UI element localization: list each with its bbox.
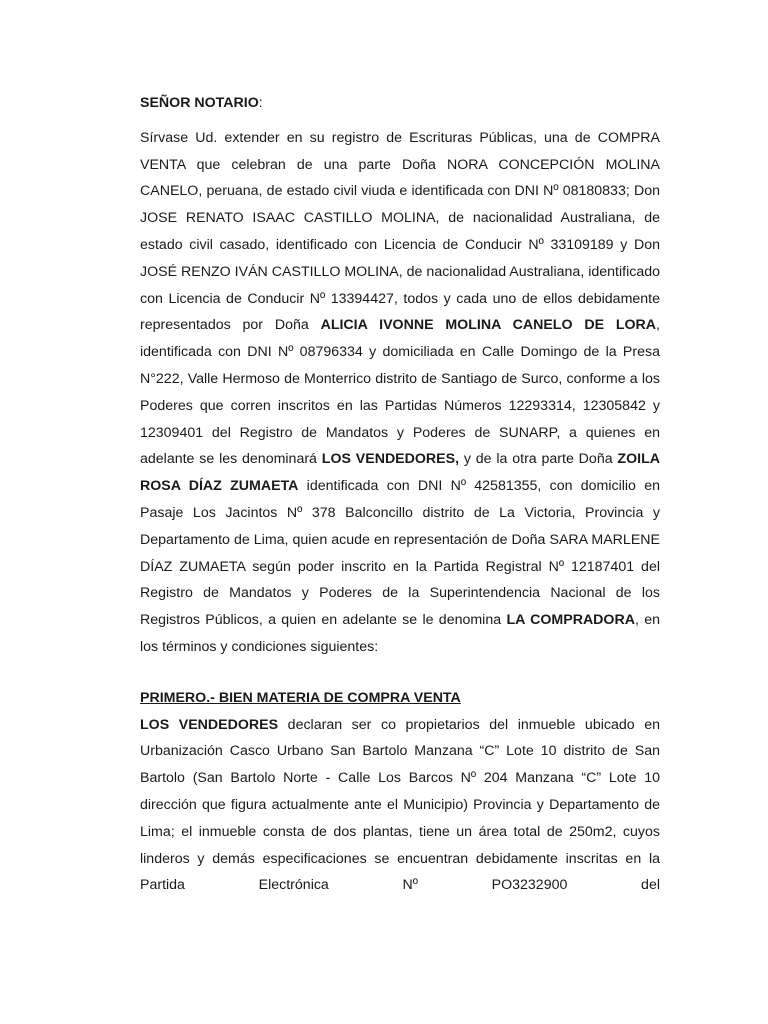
clause-1-text: declaran ser co propietarios del inmueble ubicado en Urbanización Casco Urbano San Bartolo Manzana “C” Lote 10 distrito de San Bartolo (San Bartolo Norte - Calle Los Barcos Nº 204 Manzana “C” Lote 10 dirección que figura actualmente ante el Municipio) Provincia y Departamento de Lima; el inmueble consta de dos plantas, tiene un área total de 250m2, cuyos linderos y demás especificaciones se encuentran debidamente inscritas en la Partida Electrónica Nº PO3232900 del <box>140 716 660 894</box>
representative-name: ALICIA IVONNE MOLINA CANELO DE LORA <box>320 317 657 334</box>
intro-text-3: y de la otra parte Doña <box>459 451 618 468</box>
sellers-term: LOS VENDEDORES, <box>321 451 460 468</box>
intro-text-1: Sírvase Ud. extender en su registro de Escrituras Públicas, una de COMPRA VENTA que celebran de una parte Doña NORA CONCEPCIÓN MOLINA CANELO, peruana, de estado civil viuda e identificada con DNI Nº 08180833; Don JOSE RENATO ISAAC CASTILLO MOLINA, de nacionalidad Australiana, de estado civil casado, identificado con Licencia de Conducir Nº 33109189 y Don JOSÉ RENZO IVÁN CASTILLO MOLINA, de nacionalidad Australiana, identificado con Licencia de Conducir Nº 13394427, todos y cada uno de ellos debidamente representados por Doña <box>140 129 660 334</box>
clause-1-sellers-term: LOS VENDEDORES <box>140 716 279 733</box>
buyer-term: LA COMPRADORA <box>506 612 635 629</box>
greeting <box>140 90 660 117</box>
clause-1-paragraph <box>140 712 660 900</box>
greeting-label: SEÑOR NOTARIO <box>140 95 259 111</box>
greeting-colon: : <box>258 95 263 111</box>
intro-paragraph <box>140 125 660 661</box>
intro-text-2: , identificada con DNI Nº 08796334 y domiciliada en Calle Domingo de la Presa N°222, Valle Hermoso de Monterrico distrito de Santiago de Surco, conforme a los Poderes que corren inscritos en las Partidas Números 12293314, 12305842 y 12309401 del Registro de Mandatos y Poderes de SUNARP, a quienes en adelante se les denominará <box>140 317 660 468</box>
clause-1-heading: PRIMERO.- BIEN MATERIA DE COMPRA VENTA <box>140 689 461 706</box>
intro-text-5: , en los términos y condiciones siguientes: <box>140 612 660 655</box>
intro-text-4: identificada con DNI Nº 42581355, con domicilio en Pasaje Los Jacintos Nº 378 Balconcillo distrito de La Victoria, Provincia y Departamento de Lima, quien acude en representación de Doña SARA MARLENE DÍAZ ZUMAETA según poder inscrito en la Partida Registral Nº 12187401 del Registro de Mandatos y Poderes de la Superintendencia Nacional de los Registros Públicos, a quien en adelante se le denomina <box>140 478 660 629</box>
buyer-rep-name: ZOILA ROSA DÍAZ ZUMAETA <box>140 451 660 495</box>
